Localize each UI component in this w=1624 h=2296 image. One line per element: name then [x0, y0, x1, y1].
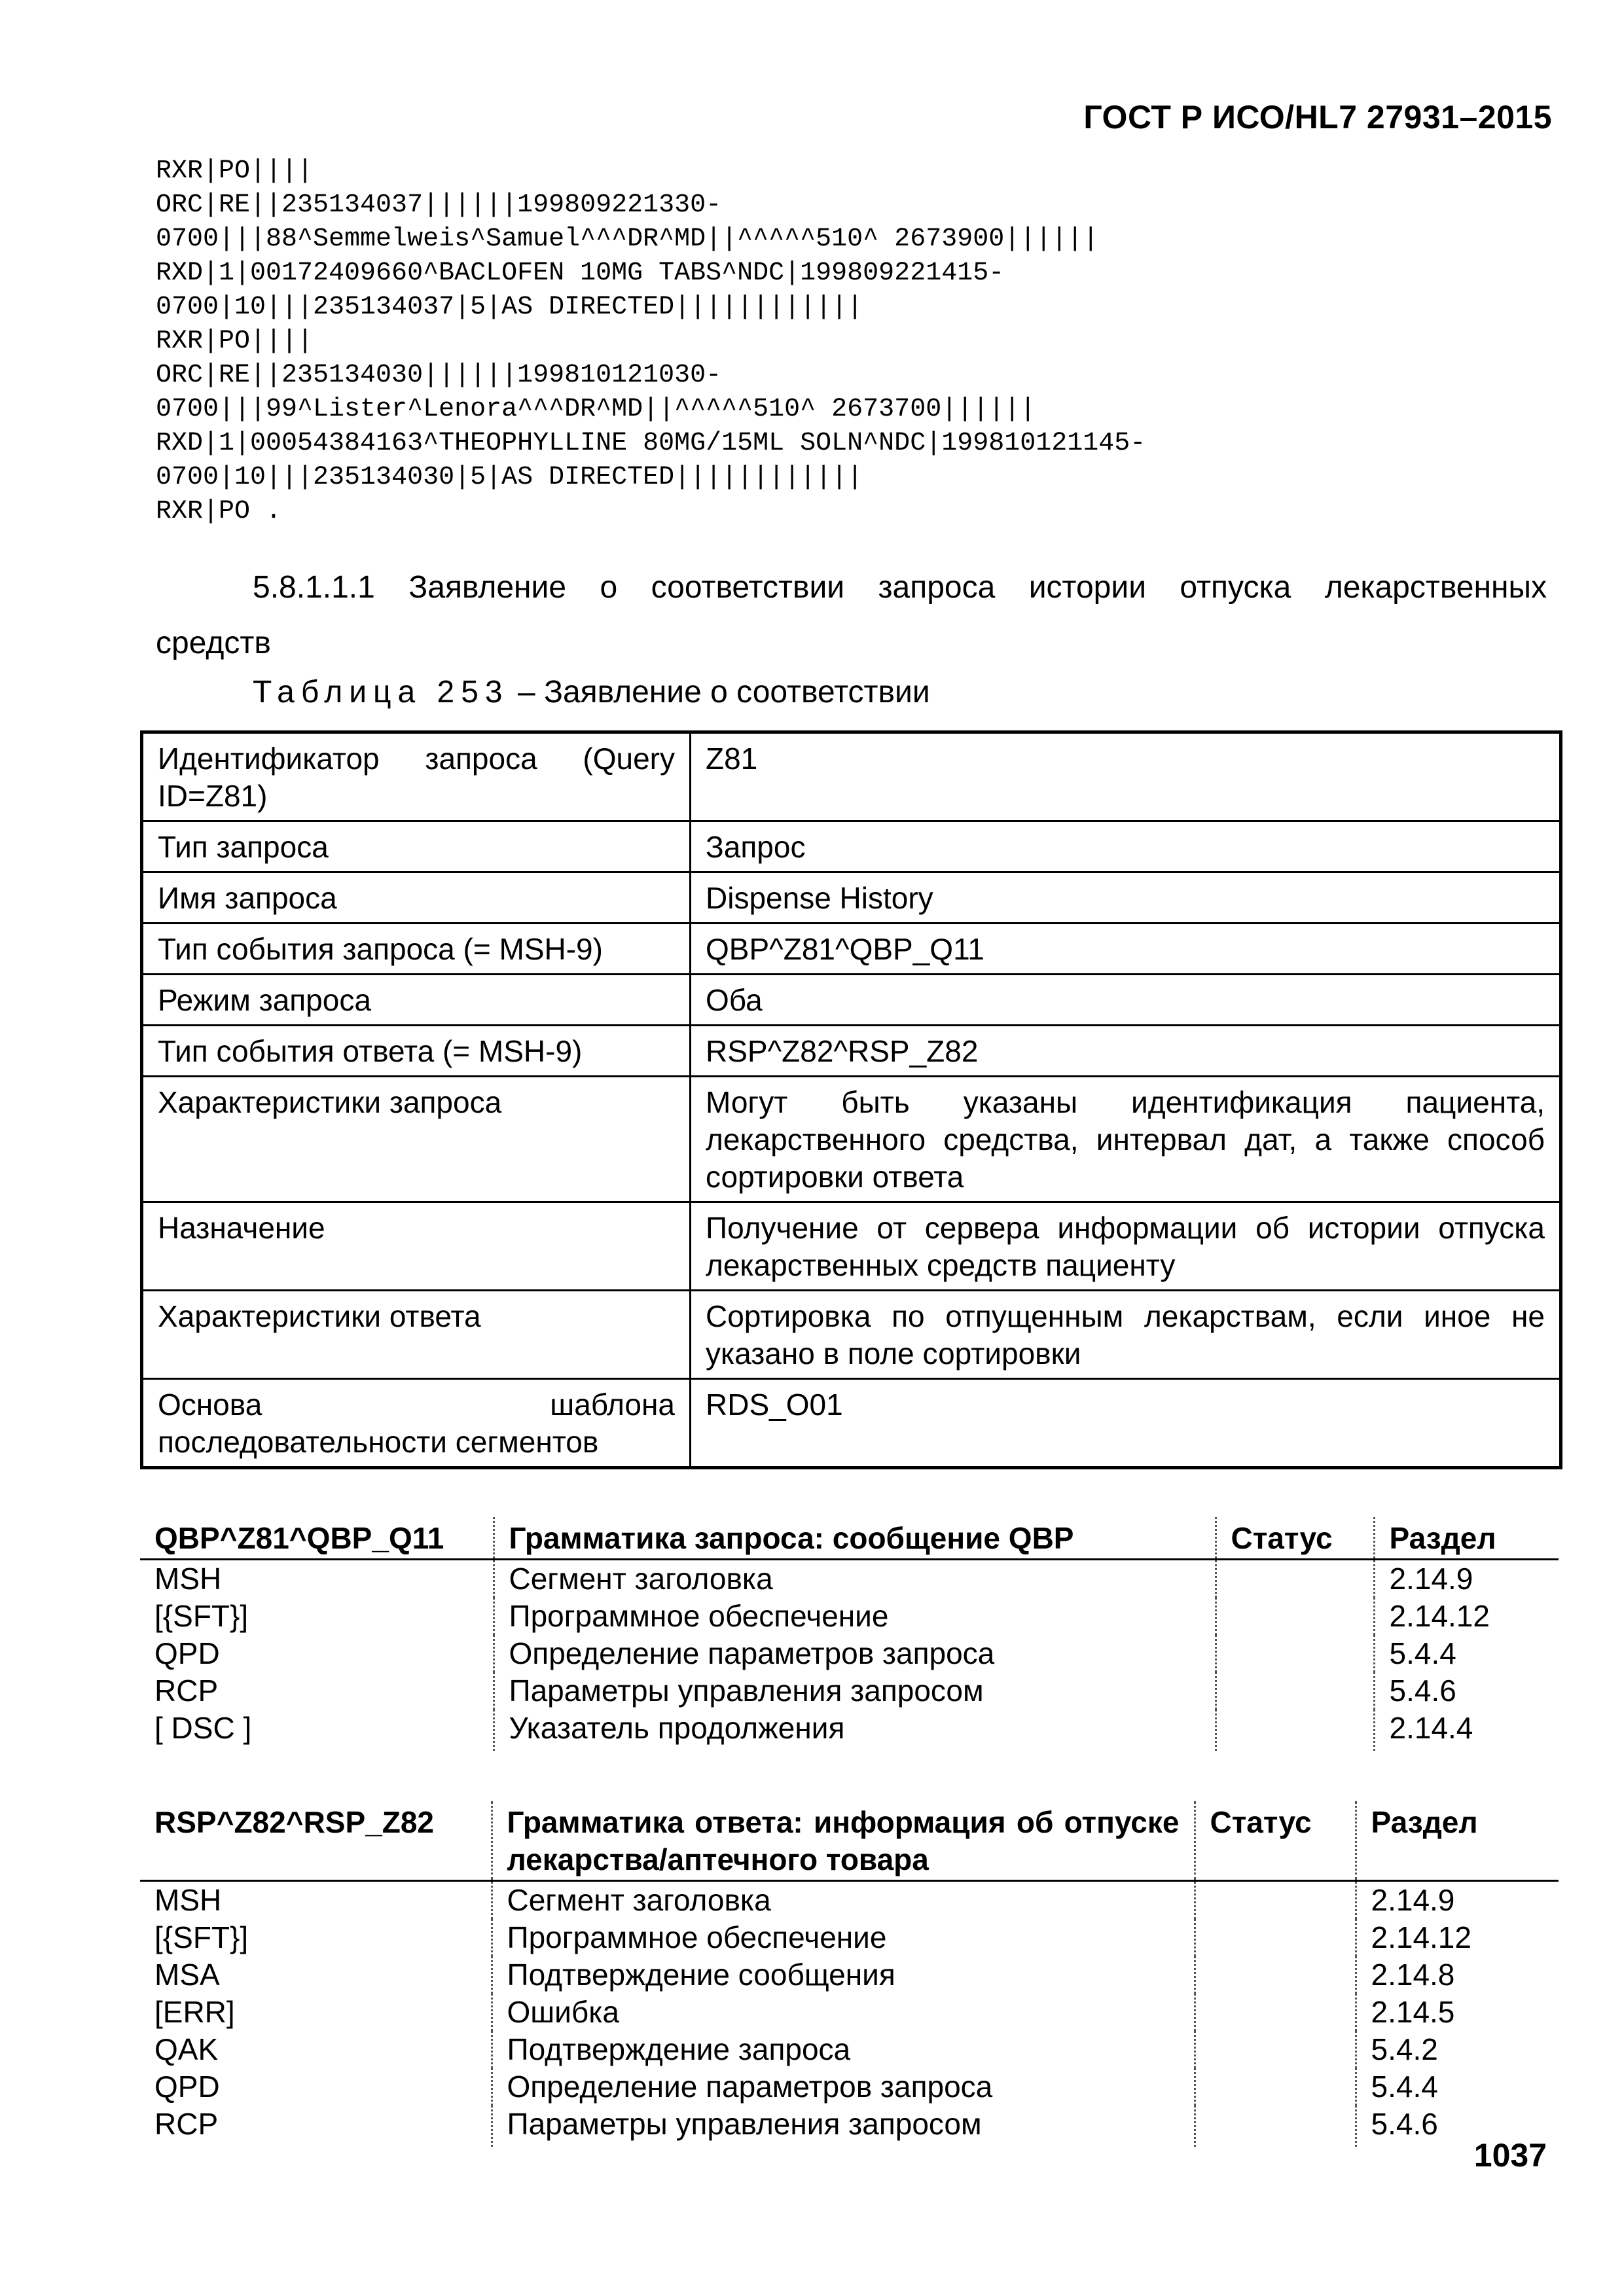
grammar-column-header: QBP^Z81^QBP_Q11: [140, 1517, 494, 1560]
property-value: QBP^Z81^QBP_Q11: [691, 924, 1561, 975]
grammar-column-header: Статус: [1195, 1801, 1356, 1881]
grammar-row: [140, 1710, 1559, 1751]
segment-code: [ DSC ]: [140, 1710, 494, 1751]
segment-code: [ERR]: [140, 1994, 492, 2031]
table-caption-text: – Заявление о соответствии: [509, 675, 930, 709]
code-line: RXR|PO||||: [156, 156, 314, 186]
segment-section: 2.14.8: [1371, 1958, 1455, 1992]
segment-description: Ошибка: [492, 1994, 1195, 2031]
property-name: Тип события запроса (= MSH-9): [142, 924, 691, 975]
segment-section: 2.14.9: [1389, 1562, 1473, 1596]
code-line: 0700|||88^Semmelweis^Samuel^^^DR^MD||^^^^^510^ 2673900||||||: [156, 224, 1099, 254]
grammar-row: [140, 1672, 1559, 1710]
segment-description: Подтверждение запроса: [492, 2031, 1195, 2068]
segment-description: Сегмент заголовка: [494, 1560, 1216, 1598]
grammar-row: [140, 1635, 1559, 1672]
segment-code: MSH: [140, 1881, 492, 1920]
segment-section: 2.14.5: [1371, 1995, 1455, 2029]
page-number: 1037: [1473, 2137, 1547, 2174]
code-line: 0700|10|||235134037|5|AS DIRECTED||||||||||||: [156, 293, 863, 322]
segment-section: 2.14.4: [1389, 1711, 1473, 1745]
grammar-column-header: Раздел: [1356, 1801, 1559, 1881]
segment-status: [1195, 1919, 1356, 1956]
grammar-row: [140, 1881, 1559, 1920]
grammar-header-row: [140, 1517, 1559, 1560]
section-heading: [156, 560, 1547, 671]
segment-description: Сегмент заголовка: [492, 1881, 1195, 1920]
grammar-row: [140, 1956, 1559, 1994]
table-caption: [253, 674, 930, 710]
property-value: Dispense History: [691, 872, 1561, 924]
property-value: Оба: [691, 975, 1561, 1026]
property-value: Запрос: [691, 821, 1561, 872]
code-line: RXR|PO||||: [156, 327, 314, 356]
segment-section: 2.14.12: [1389, 1599, 1490, 1633]
property-name: Назначение: [142, 1202, 691, 1291]
section-heading-line1: 5.8.1.1.1 Заявление о соответствии запроса истории отпуска лекарственных: [253, 570, 1547, 605]
segment-status: [1195, 1956, 1356, 1994]
grammar-column-header: Статус: [1216, 1517, 1374, 1560]
grammar-row: [140, 1598, 1559, 1635]
segment-status: [1195, 2031, 1356, 2068]
segment-description: Параметры управления запросом: [492, 2106, 1195, 2147]
segment-description: Определение параметров запроса: [494, 1635, 1216, 1672]
table-row: [142, 1379, 1561, 1468]
property-value: Могут быть указаны идентификация пациента, лекарственного средства, интервал дат, а также способ сортировки ответа: [691, 1077, 1561, 1202]
property-value: Получение от сервера информации об истории отпуска лекарственных средств пациенту: [691, 1202, 1561, 1291]
segment-description: Программное обеспечение: [494, 1598, 1216, 1635]
grammar-column-header: Грамматика ответа: информация об отпуске лекарства/аптечного товара: [492, 1801, 1195, 1881]
grammar-column-header: Грамматика запроса: сообщение QBP: [494, 1517, 1216, 1560]
property-value: RSP^Z82^RSP_Z82: [691, 1026, 1561, 1077]
code-line: 0700|10|||235134030|5|AS DIRECTED||||||||||||: [156, 463, 863, 492]
grammar-header-row: [140, 1801, 1559, 1881]
table-row: [142, 1026, 1561, 1077]
code-line: RXR|PO .: [156, 497, 282, 526]
property-name: Режим запроса: [142, 975, 691, 1026]
segment-section: 2.14.9: [1371, 1883, 1455, 1917]
grammar-row: [140, 2068, 1559, 2106]
code-line: ORC|RE||235134030||||||199810121030-: [156, 361, 722, 390]
segment-description: Программное обеспечение: [492, 1919, 1195, 1956]
table-row: [142, 821, 1561, 872]
grammar-row: [140, 2031, 1559, 2068]
segment-code: QPD: [140, 1635, 494, 1672]
code-line: RXD|1|00054384163^THEOPHYLLINE 80MG/15ML SOLN^NDC|199810121145-: [156, 429, 1146, 458]
grammar-row: [140, 1919, 1559, 1956]
property-value: RDS_O01: [691, 1379, 1561, 1468]
response-grammar-table: [140, 1801, 1559, 2147]
grammar-row: [140, 2106, 1559, 2147]
segment-code: MSH: [140, 1560, 494, 1598]
segment-status: [1195, 1994, 1356, 2031]
segment-status: [1195, 2068, 1356, 2106]
document-header: ГОСТ Р ИСО/HL7 27931–2015: [1083, 99, 1552, 135]
query-grammar-table: [140, 1517, 1559, 1751]
table-row: [142, 975, 1561, 1026]
property-name: Характеристики ответа: [142, 1291, 691, 1379]
code-line: ORC|RE||235134037||||||199809221330-: [156, 190, 722, 220]
grammar-column-header: Раздел: [1374, 1517, 1559, 1560]
table-row: [142, 1202, 1561, 1291]
conformance-statement-table: [140, 730, 1562, 1469]
hl7-message-code: [156, 154, 1146, 529]
property-name: Идентификатор запроса (Query ID=Z81): [142, 732, 691, 821]
table-row: [142, 1077, 1561, 1202]
segment-code: QAK: [140, 2031, 492, 2068]
property-name: Характеристики запроса: [142, 1077, 691, 1202]
table-row: [142, 872, 1561, 924]
segment-section: 5.4.6: [1389, 1674, 1456, 1708]
segment-section: 5.4.4: [1389, 1636, 1456, 1670]
segment-status: [1216, 1560, 1374, 1598]
segment-status: [1216, 1635, 1374, 1672]
segment-code: MSA: [140, 1956, 492, 1994]
segment-section: 5.4.6: [1371, 2107, 1438, 2141]
code-line: 0700|||99^Lister^Lenora^^^DR^MD||^^^^^510^ 2673700||||||: [156, 395, 1036, 424]
section-heading-line2: средств: [156, 626, 271, 660]
segment-description: Определение параметров запроса: [492, 2068, 1195, 2106]
grammar-row: [140, 1994, 1559, 2031]
segment-status: [1216, 1598, 1374, 1635]
segment-code: [{SFT}]: [140, 1919, 492, 1956]
property-value: Сортировка по отпущенным лекарствам, если иное не указано в поле сортировки: [691, 1291, 1561, 1379]
segment-description: Указатель продолжения: [494, 1710, 1216, 1751]
segment-description: Подтверждение сообщения: [492, 1956, 1195, 1994]
segment-section: 5.4.4: [1371, 2070, 1438, 2104]
property-name: Тип запроса: [142, 821, 691, 872]
property-name: Тип события ответа (= MSH-9): [142, 1026, 691, 1077]
code-line: RXD|1|00172409660^BACLOFEN 10MG TABS^NDC|199809221415-: [156, 259, 1005, 288]
table-row: [142, 732, 1561, 821]
grammar-column-header: RSP^Z82^RSP_Z82: [140, 1801, 492, 1881]
segment-description: Параметры управления запросом: [494, 1672, 1216, 1710]
segment-code: RCP: [140, 2106, 492, 2147]
segment-status: [1195, 2106, 1356, 2147]
segment-status: [1216, 1710, 1374, 1751]
property-name: Имя запроса: [142, 872, 691, 924]
table-row: [142, 1291, 1561, 1379]
table-row: [142, 924, 1561, 975]
segment-code: RCP: [140, 1672, 494, 1710]
table-caption-label: Таблица 253: [253, 675, 509, 709]
grammar-row: [140, 1560, 1559, 1598]
segment-status: [1195, 1881, 1356, 1920]
property-name: Основа шаблона последовательности сегментов: [142, 1379, 691, 1468]
property-value: Z81: [691, 732, 1561, 821]
segment-section: 5.4.2: [1371, 2032, 1438, 2066]
segment-code: QPD: [140, 2068, 492, 2106]
segment-status: [1216, 1672, 1374, 1710]
segment-code: [{SFT}]: [140, 1598, 494, 1635]
segment-section: 2.14.12: [1371, 1920, 1471, 1954]
